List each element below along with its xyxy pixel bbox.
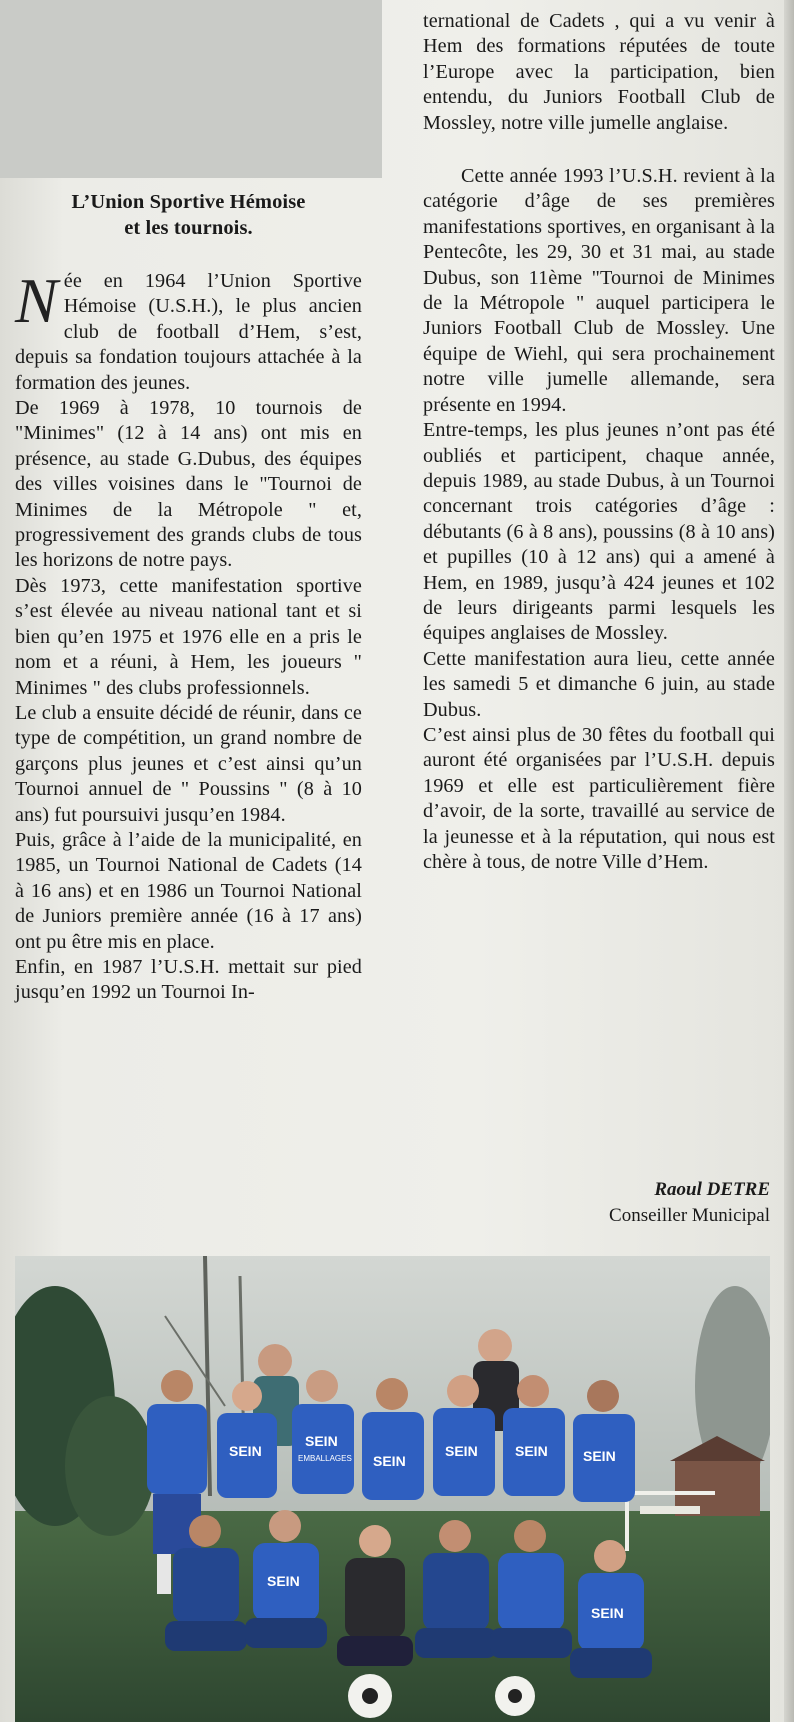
jersey-text: SEIN	[445, 1443, 478, 1459]
goal-crossbar	[625, 1491, 715, 1495]
right-column	[423, 9, 775, 875]
paragraph-international: Enfin, en 1987 l’U.S.H. mettait sur pied jusqu’en 1992 un Tournoi In-	[15, 955, 362, 1004]
paragraph-national: Dès 1973, cette manifestation sportive s’est élevée au niveau national tant et si bien qu’en 1975 et 1976 elle en a pris le nom et a réuni, à Hem, les joueurs " Minimes " des clubs professionnels.	[15, 574, 362, 699]
page-edge-shadow	[784, 0, 794, 1722]
title-line-2: et les tournois.	[124, 217, 253, 239]
paragraph-gap	[423, 136, 775, 164]
paragraph-poussins: Le club a ensuite décidé de réunir, dans ce type de compétition, un grand nombre de garçons plus jeunes et c’est ainsi qu’un Tournoi annuel de " Poussins " (8 à 10 ans) fut poursuivi jusqu’en 1984.	[15, 701, 362, 826]
paragraph-continuation: ternational de Cadets , qui a vu venir à Hem des formations réputées de toute l’Europe avec la participation, bien entendu, du Juniors Football Club de Mossley, notre ville jumelle anglaise.	[423, 10, 775, 134]
paragraph-intro	[15, 265, 362, 396]
jersey-text: SEIN	[515, 1443, 548, 1459]
paragraph-event-date: Cette manifestation aura lieu, cette année les samedi 5 et dimanche 6 juin, au stade Dubus.	[423, 647, 775, 721]
paragraph-1993: Cette année 1993 l’U.S.H. revient à la catégorie d’âge de ses premières manifestations sportives, en organisant à la Pentecôte, les 29, 30 et 31 mai, au stade Dubus, son 11ème "Tournoi de Minimes de la Métropole " auquel participera le Juniors Football Club de Mossley. Une équipe de Wiehl, qui sera prochainement notre ville jumelle allemande, sera présente en 1994.	[423, 165, 775, 416]
paragraph-conclusion: C’est ainsi plus de 30 fêtes du football qui auront été organisées par l’U.S.H. depuis 1969 et elle est particulièrement fière d’avoir, de la sorte, travaillé au service de la jeunesse et à la réputation, qui nous est chère à tous, de notre Ville d’Hem.	[423, 723, 775, 873]
paragraph-minimes: De 1969 à 1978, 10 tournois de "Minimes" (12 à 14 ans) ont mis en présence, au stade G.Dubus, des équipes des villes voisines dans le "Tournoi de Minimes de la Métropole " et, progressivement des grands clubs de tous les horizons de notre pays.	[15, 397, 362, 572]
jersey-text: SEIN	[267, 1573, 300, 1589]
jersey-text: SEIN	[305, 1433, 338, 1449]
jersey-text: SEIN	[373, 1453, 406, 1469]
drop-cap: N	[15, 265, 58, 336]
team-photo-illustration	[15, 1256, 770, 1722]
article-title	[15, 189, 362, 241]
left-column	[15, 189, 362, 1006]
jersey-text: SEIN	[583, 1448, 616, 1464]
jersey-subtext: EMBALLAGES	[298, 1454, 352, 1463]
jersey-text: SEIN	[591, 1605, 624, 1621]
jersey-text: SEIN	[229, 1443, 262, 1459]
signature-name: Raoul DETRE	[654, 1179, 770, 1200]
blank-top-left-box	[0, 0, 382, 178]
title-line-1: L’Union Sportive Hémoise	[71, 191, 306, 213]
signature-role: Conseiller Municipal	[609, 1205, 770, 1226]
paragraph-young-players: Entre-temps, les plus jeunes n’ont pas été oubliés et participent, chaque année, depuis 1989, au stade Dubus, à un Tournoi concernant trois catégories d’âge : débutants (6 à 8 ans), poussins (8 à 10 ans) et pupilles (10 à 12 ans) qui a amené à Hem, en 1989, jusqu’à 424 jeunes et 102 de leurs dirigeants parmi lesquels les équipes anglaises de Mossley.	[423, 419, 775, 645]
team-photo	[15, 1256, 770, 1722]
signature-block	[609, 1177, 770, 1229]
paragraph-intro-text: ée en 1964 l’Union Sportive Hémoise (U.S.H.), le plus ancien club de football d’Hem, s’est, depuis sa fondation toujours attachée à la formation des jeunes.	[15, 270, 362, 394]
paragraph-cadets-juniors: Puis, grâce à l’aide de la municipalité, en 1985, un Tournoi National de Cadets (14 à 16 ans) et en 1986 un Tournoi National de Juniors première année (16 à 17 ans) ont pu être mis en place.	[15, 828, 362, 953]
